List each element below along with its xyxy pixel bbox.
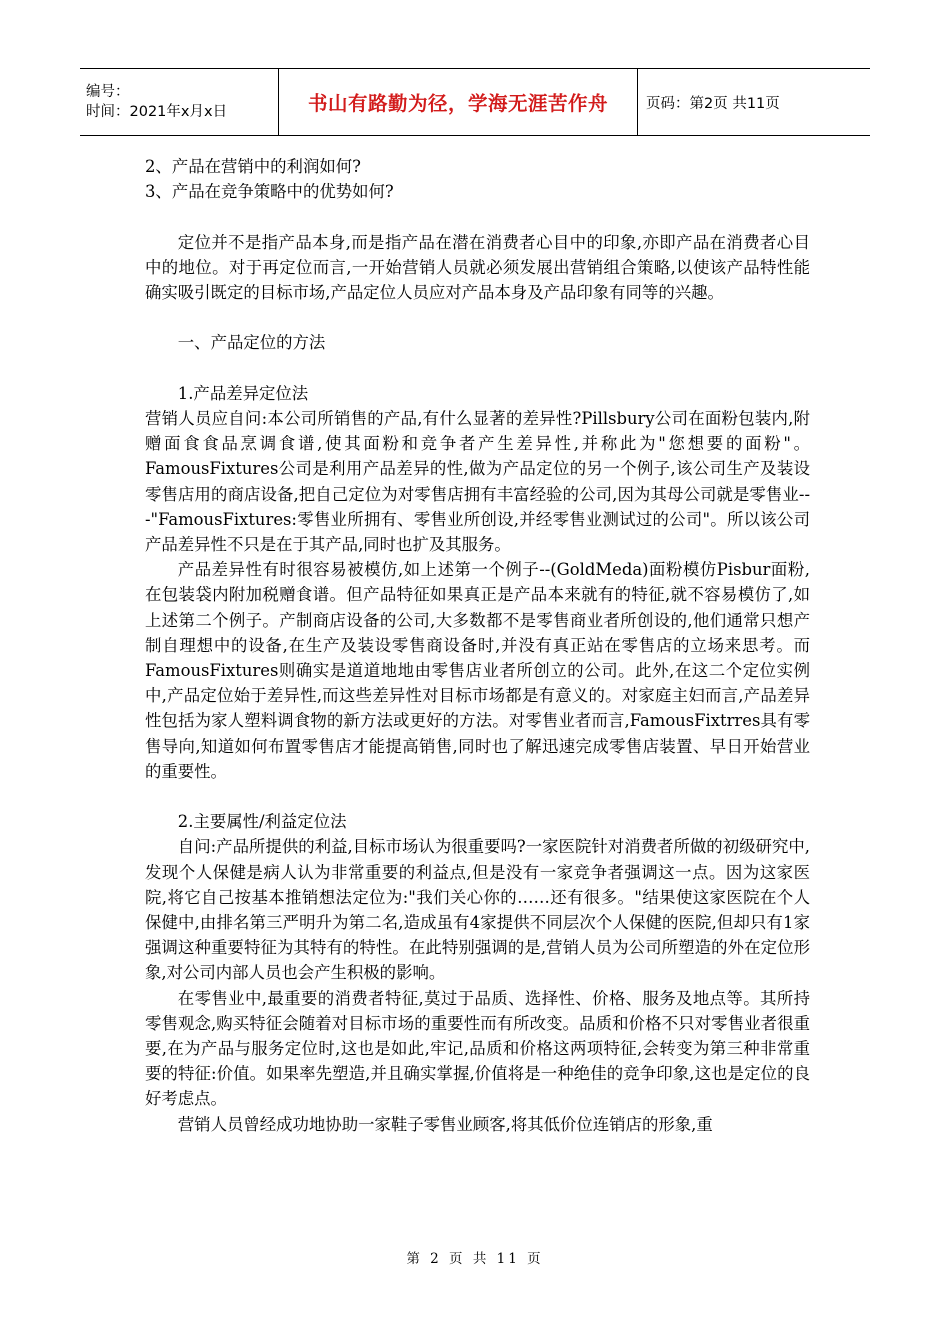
document-body	[145, 154, 810, 1137]
spacer	[145, 784, 810, 809]
paragraph-3: 自问:产品所提供的利益,目标市场认为很重要吗?一家医院针对消费者所做的初级研究中,发现个人保健是病人认为非常重要的利益点,但是没有一家竞争者强调这一点。因为这家医院,将它自己按基本推销想法定位为:"我们关心你的……还有很多。"结果使这家医院在个人保健中,由排名第三严明升为第二名,造成虽有4家提供不同层次个人保健的医院,但却只有1家强调这种重要特征为其特有的特性。在此特别强调的是,营销人员为公司所塑造的外在定位形象,对公司内部人员也会产生积极的影响。	[145, 837, 810, 983]
question-2: 2、产品在营销中的利润如何?	[145, 157, 361, 176]
intro-paragraph: 定位并不是指产品本身,而是指产品在潜在消费者心目中的印象,亦即产品在消费者心目中的地位。对于再定位而言,一开始营销人员就必须发展出营销组合策略,以使该产品特性能确实吸引既定的目标市场,产品定位人员应对产品本身及产品印象有同等的兴趣。	[145, 232, 810, 302]
page-info: 页码：第2页 共11页	[646, 95, 780, 112]
page-footer: 第 2 页 共 11 页	[406, 1251, 544, 1267]
motto-text: 书山有路勤为径，学海无涯苦作舟	[307, 92, 608, 115]
header-motto-cell	[278, 69, 638, 135]
time-label: 时间：2021年x月x日	[86, 104, 228, 120]
paragraph-5: 营销人员曾经成功地协助一家鞋子零售业顾客,将其低价位连销店的形象,重	[177, 1114, 713, 1134]
header-left-cell	[80, 69, 278, 135]
subheading-1: 1.产品差异定位法	[177, 383, 309, 403]
question-3: 3、产品在竞争策略中的优势如何?	[145, 182, 394, 202]
number-label: 编号：	[86, 84, 130, 100]
header-table	[80, 68, 870, 136]
paragraph-2: 产品差异性有时很容易被模仿,如上述第一个例子--(GoldMeda)面粉模仿Pisbur面粉,在包装袋内附加税赠食谱。但产品特征如果真正是产品本来就有的特征,就不容易模仿了,如上述第二个例子。产制商店设备的公司,大多数都不是零售商业者所创设的,他们通常只想产制自理想中的设备,在生产及装设零售商设备时,并没有真正站在零售店的立场来思考。而FamousFixtures则确实是道道地地由零售店业者所创立的公司。此外,在这二个定位实例中,产品定位始于差异性,而这些差异性对目标市场都是有意义的。对家庭主妇而言,产品差异性包括为家人塑料调食物的新方法或更好的方法。对零售业者而言,FamousFixtrres具有零售导向,知道如何布置零售店才能提高销售,同时也了解迅速完成零售店装置、早日开始营业的重要性。	[145, 560, 810, 781]
paragraph-1: 营销人员应自问:本公司所销售的产品,有什么显著的差异性?Pillsbury公司在面粉包装内,附赠面食食品烹调食谱,使其面粉和竞争者产生差异性,并称此为"您想要的面粉"。FamousFixtures公司是利用产品差异的性,做为产品定位的另一个例子,该公司生产及装设零售店用的商店设备,把自己定位为对零售店拥有丰富经验的公司,因为其母公司就是零售业---"FamousFixtures:零售业所拥有、零售业所创设,并经零售业测试过的公司"。所以该公司产品差异性不只是在于其产品,同时也扩及其服务。	[145, 408, 810, 554]
section-heading-1: 一、产品定位的方法	[177, 333, 326, 353]
paragraph-4: 在零售业中,最重要的消费者特征,莫过于品质、选择性、价格、服务及地点等。其所持零售观念,购买特征会随着对目标市场的重要性而有所改变。品质和价格不只对零售业者很重要,在为产品与服务定位时,这也是如此,牢记,品质和价格这两项特征,会转变为第三种非常重要的特征:价值。如果率先塑造,并且确实掌握,价值将是一种绝佳的竞争印象,这也是定位的良好考虑点。	[145, 988, 810, 1109]
spacer	[145, 204, 810, 229]
header-page-cell	[638, 69, 870, 135]
subheading-2: 2.主要属性/利益定位法	[177, 812, 347, 832]
spacer	[145, 356, 810, 381]
spacer	[145, 305, 810, 330]
